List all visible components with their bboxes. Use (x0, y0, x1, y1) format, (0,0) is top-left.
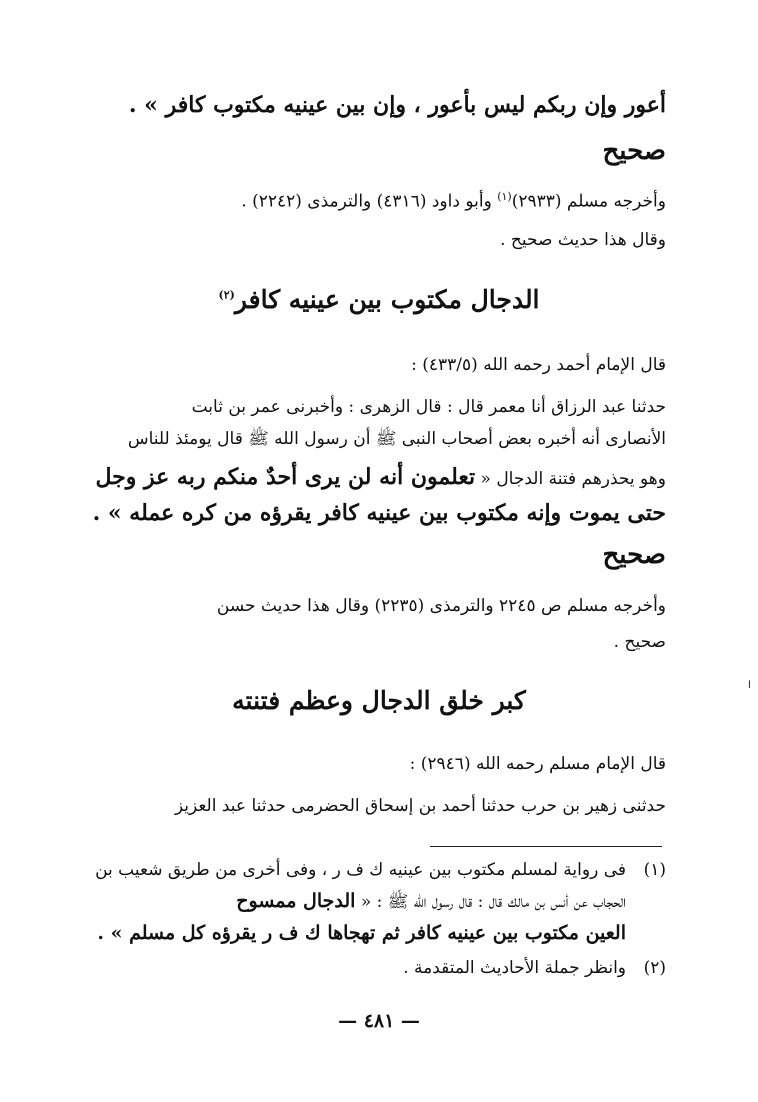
isnad-line-2: الأنصارى أنه أخبره بعض أصحاب النبى ﷺ أن رسول الله ﷺ قال يومئذ للناس (127, 429, 666, 449)
footnote-separator (430, 846, 662, 847)
footnote-ref-1: (١) (497, 190, 512, 203)
footnote-1-line-2 (86, 890, 626, 916)
footnote-ref-2: (٢) (218, 288, 235, 302)
hadith-line-1 (95, 464, 666, 490)
footnote-1-line-1 (86, 860, 666, 880)
page-number: — ٤٨١ — (338, 1010, 420, 1032)
hadith-text-line-1: أعور وإن ربكم ليس بأعور ، وإن بين عينيه مكتوب كافر » . (128, 92, 666, 118)
isnad-intro-2: قال الإمام مسلم رحمه الله (٢٩٤٦) : (409, 754, 666, 774)
hadith-line-1-plain: وهو يحذرهم فتنة الدجال « (475, 469, 666, 489)
takhrij-line-2: وقال هذا حديث صحيح . (500, 230, 666, 250)
grade-label-sahih: صحيح (602, 136, 666, 166)
takhrij-line-1 (106, 190, 666, 212)
hadith-line-1-bold: تعلمون أنه لن يرى أحدٌ منكم ربه عز وجل (95, 464, 476, 490)
takhrij-text-a: وأخرجه مسلم (٢٩٣٣) (511, 191, 666, 212)
hadith-line-2: حتى يموت وإنه مكتوب بين عينيه كافر يقرؤه من كره عمله » . (92, 500, 666, 526)
footnote-1-number: (١) (643, 860, 666, 880)
footnote-2-number: (٢) (643, 958, 666, 978)
isnad-line-1: حدثنا عبد الرزاق أنا معمر قال : قال الزهرى : وأخبرنى عمر بن ثابت (191, 397, 666, 417)
margin-mark: ا (748, 680, 751, 691)
takhrij-line-3: وأخرجه مسلم ص ٢٢٤٥ والترمذى (٢٢٣٥) وقال هذا حديث حسن (216, 596, 666, 616)
section-heading-1 (0, 285, 758, 314)
isnad-intro-1: قال الإمام أحمد رحمه الله (٤٣٣/٥) : (411, 355, 666, 375)
grade-label-sahih-2: صحيح (602, 540, 666, 570)
footnote-1-text-b-bold: الدجال ممسوح (236, 890, 356, 912)
isnad-line-3: حدثنى زهير بن حرب حدثنا أحمد بن إسحاق الحضرمى حدثنا عبد العزيز (174, 796, 666, 816)
footnote-1-text-a: فى رواية لمسلم مكتوب بين عينيه ك ف ر ، وفى أخرى من طريق شعيب بن (95, 860, 626, 880)
footnote-1-text-b-plain: الحجاب عن أنس بن مالك قال : قال رسول الله ﷺ : « (355, 892, 626, 912)
section-heading-1-text: الدجال مكتوب بين عينيه كافر (234, 285, 540, 314)
footnote-1-line-3: العين مكتوب بين عينيه كافر ثم تهجاها ك ف ر يقرؤه كل مسلم » . (97, 922, 626, 944)
takhrij-text-b: وأبو داود (٤٣١٦) والترمذى (٢٢٤٢) . (241, 191, 498, 212)
footnote-2-text: وانظر جملة الأحاديث المتقدمة . (403, 958, 626, 978)
footnote-2-line (86, 958, 666, 978)
takhrij-line-4: صحيح . (613, 632, 666, 652)
section-heading-2: كبر خلق الدجال وعظم فتنته (232, 686, 526, 715)
